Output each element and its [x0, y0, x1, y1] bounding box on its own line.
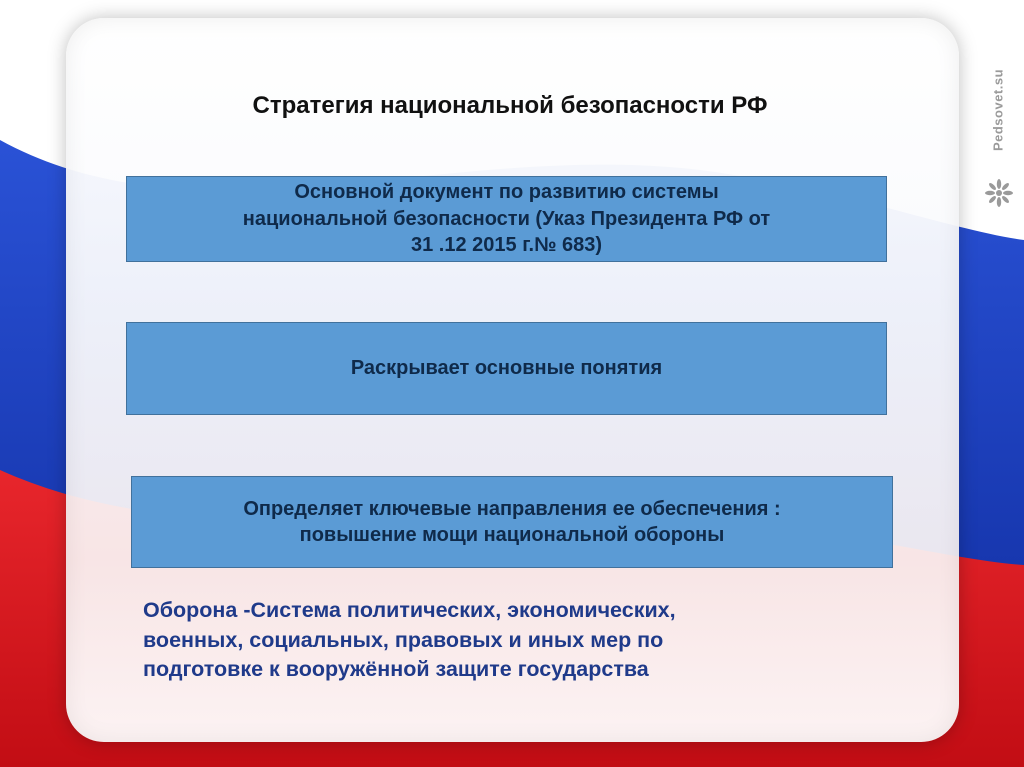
- directions-line-2: повышение мощи национальной обороны: [299, 524, 725, 546]
- definition-line-1: Оборона -Система политических, экономических,: [143, 598, 676, 622]
- document-line-2: национальной безопасности (Указ Президента РФ от: [242, 207, 771, 230]
- definition-line-2: военных, социальных, правовых и иных мер по: [143, 627, 664, 652]
- concepts-text: Раскрывает основные понятия: [350, 357, 663, 380]
- concepts-box: [126, 322, 887, 415]
- defense-definition: [143, 596, 903, 685]
- slide-title: Стратегия национальной безопасности РФ: [252, 92, 768, 119]
- pedsovet-logo-icon: [984, 178, 1014, 213]
- directions-box: [131, 476, 893, 568]
- directions-line-1: Определяет ключевые направления ее обеспечения :: [243, 497, 781, 520]
- watermark-text: Pedsovet.su: [990, 68, 1006, 152]
- definition-line-3: подготовке к вооружённой защите государства: [143, 657, 649, 682]
- document-line-1: Основной документ по развитию системы: [294, 181, 719, 204]
- document-line-3: 31 .12 2015 г.№ 683): [411, 234, 602, 257]
- document-box: [126, 176, 887, 262]
